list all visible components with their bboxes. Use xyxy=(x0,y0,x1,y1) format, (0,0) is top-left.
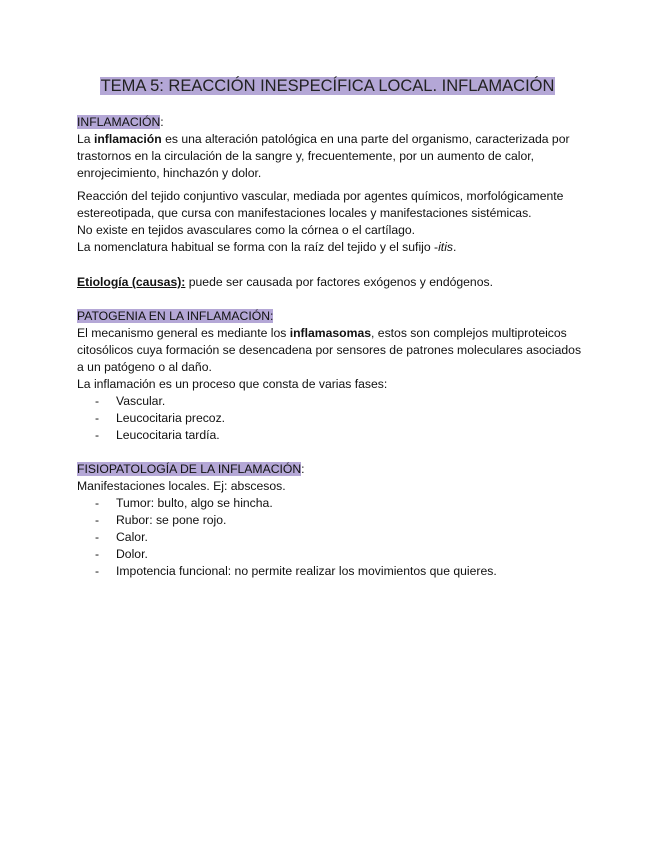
list-item xyxy=(77,495,582,512)
list-item xyxy=(77,546,582,563)
document-body xyxy=(77,114,582,580)
section-patogenia xyxy=(77,308,582,444)
list-item xyxy=(77,393,582,410)
section-fisiopatologia xyxy=(77,461,582,580)
list-item xyxy=(77,512,582,529)
heading-colon: : xyxy=(160,115,164,129)
patogenia-phases-list xyxy=(77,393,582,444)
patogenia-phases-intro: La inflamación es un proceso que consta de varias fases: xyxy=(77,377,388,391)
etiologia-paragraph xyxy=(77,274,582,291)
document-title xyxy=(0,77,655,96)
list-item-text: Tumor: bulto, algo se hincha. xyxy=(116,496,273,510)
list-item xyxy=(77,427,582,444)
definition-text: es una alteración patológica en una parte del organismo, caracterizada por trastornos en la circulación de la sangre y, frecuentemente, por un aumento de calor, enrojecimiento, hinchazón y dolor. xyxy=(77,132,570,180)
list-item-text: Dolor. xyxy=(116,547,148,561)
list-item-text: Leucocitaria precoz. xyxy=(116,411,226,425)
nomenclature-suffix: itis xyxy=(438,240,453,254)
patogenia-heading xyxy=(77,308,582,325)
list-item-text: Leucocitaria tardía. xyxy=(116,428,220,442)
inflamacion-heading xyxy=(77,114,582,131)
list-item-text: Rubor: se pone rojo. xyxy=(116,513,227,527)
bullet-dash: - xyxy=(95,496,100,510)
mechanism-text: , estos son complejos multiproteicos citosólicos cuya formación se desencadena por sensores de patrones moleculares asociados a un patógeno o al daño. xyxy=(77,326,582,374)
etiologia-text: puede ser causada por factores exógenos y endógenos. xyxy=(185,275,493,289)
list-item xyxy=(77,529,582,546)
section-inflamacion xyxy=(77,114,582,256)
list-item-text: Impotencia funcional: no permite realizar los movimientos que quieres. xyxy=(116,564,497,578)
definition-term: inflamación xyxy=(93,132,162,146)
mechanism-prefix: El mecanismo general es mediante los xyxy=(77,326,290,340)
bullet-dash: - xyxy=(95,547,100,561)
nomenclature-text: La nomenclatura habitual se forma con la raíz del tejido y el sufijo - xyxy=(77,240,439,254)
bullet-dash: - xyxy=(95,564,100,578)
bullet-dash: - xyxy=(95,394,100,408)
list-item xyxy=(77,563,582,580)
bullet-dash: - xyxy=(95,428,100,442)
nomenclature-end: . xyxy=(453,240,457,254)
inflamacion-nomenclature xyxy=(77,239,582,256)
patogenia-heading-text: PATOGENIA EN LA INFLAMACIÓN: xyxy=(77,309,274,323)
etiologia-label: Etiología (causas): xyxy=(77,275,186,289)
list-item-text: Calor. xyxy=(116,530,148,544)
bullet-dash: - xyxy=(95,411,100,425)
bullet-dash: - xyxy=(95,513,100,527)
inflamacion-reaction: Reacción del tejido conjuntivo vascular, mediada por agentes químicos, morfológicamente estereotipada, que cursa con manifestaciones locales y manifestaciones sistémicas. xyxy=(77,189,564,220)
inflamacion-avascular: No existe en tejidos avasculares como la córnea o el cartílago. xyxy=(77,223,416,237)
fisiopatologia-list xyxy=(77,495,582,580)
fisiopatologia-heading xyxy=(77,461,582,478)
inflamacion-definition xyxy=(77,131,582,182)
inflamacion-heading-text: INFLAMACIÓN xyxy=(77,115,161,129)
definition-prefix: La xyxy=(77,132,94,146)
bullet-dash: - xyxy=(95,530,100,544)
fisiopatologia-heading-text: FISIOPATOLOGÍA DE LA INFLAMACIÓN xyxy=(77,462,302,476)
heading-colon: : xyxy=(301,462,305,476)
mechanism-term: inflamasomas xyxy=(289,326,372,340)
patogenia-mechanism xyxy=(77,325,582,376)
title-text: TEMA 5: REACCIÓN INESPECÍFICA LOCAL. INFLAMACIÓN xyxy=(100,77,555,95)
list-item xyxy=(77,410,582,427)
fisiopatologia-intro: Manifestaciones locales. Ej: abscesos. xyxy=(77,479,286,493)
list-item-text: Vascular. xyxy=(116,394,166,408)
